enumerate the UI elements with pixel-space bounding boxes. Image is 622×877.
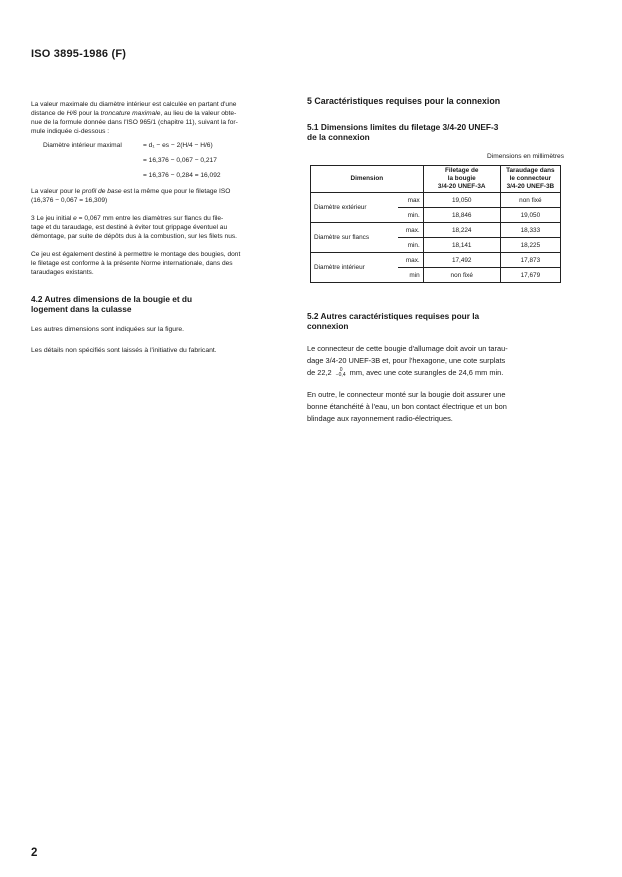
limit-label: min. <box>398 208 424 223</box>
table-cell: 19,050 <box>500 208 560 223</box>
table-cell: 17,679 <box>500 268 560 283</box>
paragraph-clearance-purpose: Ce jeu est également destiné à permettre le montage des bougies, dont le filetage est conforme à la présente Norme internationale, dans des taraudages existants. <box>31 251 241 276</box>
thread-dimensions-table <box>310 165 561 283</box>
row-label: Diamètre intérieur <box>311 253 398 283</box>
units-note: Dimensions en millimètres <box>487 153 564 160</box>
table-cell: 17,492 <box>423 253 500 268</box>
table-cell: 18,846 <box>423 208 500 223</box>
row-label: Diamètre sur flancs <box>311 223 398 253</box>
formula-line-2: = 16,376 − 0,067 − 0,217 <box>143 157 217 164</box>
header-connector-thread: Taraudage dans le connecteur 3/4-20 UNEF-3B <box>500 166 560 193</box>
limit-label: min <box>398 268 424 283</box>
limit-label: min. <box>398 238 424 253</box>
paragraph-other-dimensions: Les autres dimensions sont indiquées sur la figure. <box>31 326 185 333</box>
limit-label: max <box>398 193 424 208</box>
limit-label: max. <box>398 223 424 238</box>
paragraph-connector-sealing: En outre, le connecteur monté sur la bougie doit assurer une bonne étanchéité à l'eau, un bon contact électrique et un bon blindage aux rayonnement radio-électriques. <box>307 390 507 423</box>
table-row <box>311 223 561 238</box>
table-cell: 19,050 <box>423 193 500 208</box>
formula-line-3: = 16,376 − 0,284 = 16,092 <box>143 172 221 179</box>
table-cell: non fixé <box>423 268 500 283</box>
document-header: ISO 3895-1986 (F) <box>31 48 127 60</box>
row-label: Diamètre extérieur <box>311 193 398 223</box>
table-row <box>311 253 561 268</box>
table-cell: 18,141 <box>423 238 500 253</box>
header-dimension: Dimension <box>311 166 424 193</box>
left-column <box>31 100 284 356</box>
right-column <box>307 96 564 425</box>
tolerance: 0 −0,4 <box>335 367 346 379</box>
paragraph-max-diameter: La valeur maximale du diamètre intérieur est calculée en partant d'une distance de H/6 pour la troncature maximale, au lieu de la valeur obte- nue de la formule donnée dans l'ISO 965/1 (chapitre 11), suivant la for- mule indiquée ci-dessous : <box>31 101 238 135</box>
formula-block <box>31 141 284 183</box>
table-cell: 17,873 <box>500 253 560 268</box>
table-cell: 18,224 <box>423 223 500 238</box>
table-cell: 18,333 <box>500 223 560 238</box>
table-cell: 18,225 <box>500 238 560 253</box>
paragraph-initial-clearance: 3 Le jeu initial e = 0,067 mm entre les diamètres sur flancs du file- tage et du taraudage, est destiné à éviter tout grippage éventuel au démontage, par suite de dépôts dus à la combustion, sur les filets nus. <box>31 215 237 240</box>
table-header-row <box>311 166 561 193</box>
paragraph-connector-requirements: Le connecteur de cette bougie d'allumage doit avoir un tarau- dage 3/4-20 UNEF-3B et, pour l'hexagone, une cote surplats de 22,2 0 −0,4 mm, avec une cote surangles de 24,6 mm min. <box>307 344 508 379</box>
paragraph-basic-profile: La valeur pour le profil de base est la même que pour le filetage ISO (16,376 − 0,067 = 16,309) <box>31 188 231 204</box>
limit-label: max. <box>398 253 424 268</box>
section-5-title: 5 Caractéristiques requises pour la connexion <box>307 96 501 106</box>
paragraph-unspecified-details: Les détails non spécifiés sont laissés à l'initiative du fabricant. <box>31 347 217 354</box>
section-4-2-title: 4.2 Autres dimensions de la bougie et du logement dans la culasse <box>31 294 193 314</box>
table-cell: non fixé <box>500 193 560 208</box>
formula-label: Diamètre intérieur maximal <box>43 142 122 149</box>
header-spark-plug-thread: Filetage de la bougie 3/4-20 UNEF-3A <box>423 166 500 193</box>
section-5-2-title: 5.2 Autres caractéristiques requises pour la connexion <box>307 311 480 331</box>
page-number: 2 <box>31 847 38 859</box>
section-5-1-title: 5.1 Dimensions limites du filetage 3/4-20 UNEF-3 de la connexion <box>307 122 499 142</box>
table-row <box>311 193 561 208</box>
formula-line-1: = d₁ − es − 2(H/4 − H/6) <box>143 142 213 149</box>
